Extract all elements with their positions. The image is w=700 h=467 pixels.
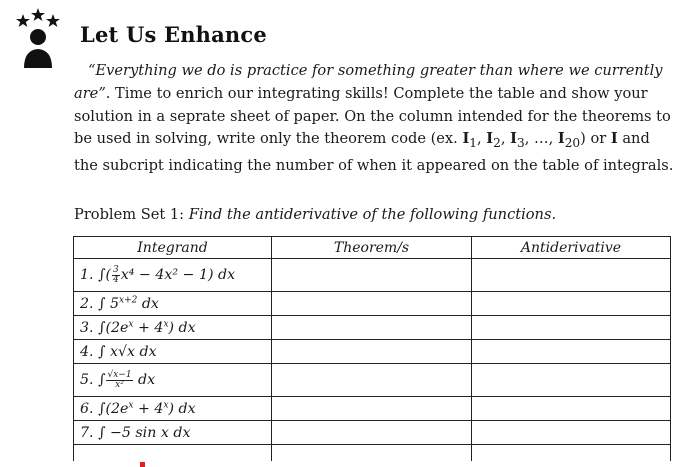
antiderivative-cell[interactable] (472, 397, 671, 421)
table-row (74, 397, 671, 421)
integrand-cell: 6. $\int(2e^x + 4^x)$ dx (74, 397, 272, 421)
theorem-cell[interactable] (272, 445, 472, 462)
table-row (74, 364, 671, 397)
integrand-cell: 7. ∫ −5 sin x dx (74, 421, 272, 445)
table-row (74, 292, 671, 316)
header-integrand: Integrand (74, 237, 272, 259)
problem-set-line (74, 206, 556, 223)
intro-body: Time to enrich our integrating skills! Complete the table and show your solution in a seprate sheet of paper. On the column intended for the theorems to be used in solving, write only the theorem code (ex. (74, 84, 671, 148)
table-row (74, 445, 671, 462)
theorem-cell[interactable] (272, 292, 472, 316)
theorem-cell[interactable] (272, 340, 472, 364)
theorem-cell[interactable] (272, 421, 472, 445)
header-theorems: Theorem/s (272, 237, 472, 259)
antiderivative-cell[interactable] (472, 316, 671, 340)
integrand-cell (74, 445, 272, 462)
antiderivative-cell[interactable] (472, 292, 671, 316)
theorem-cell[interactable] (272, 364, 472, 397)
antiderivative-cell[interactable] (472, 445, 671, 462)
integrand-cell: 2. ∫ $5^{x+2}$ dx (74, 292, 272, 316)
table-row (74, 421, 671, 445)
star-icon (31, 8, 45, 21)
table-header-row (74, 237, 671, 259)
integrand-cell: 1. ∫( $\frac{3}{4}$ x⁴ − 4x² − 1) dx (74, 259, 272, 292)
star-icon (46, 14, 60, 27)
table-row (74, 259, 671, 292)
theorem-cell[interactable] (272, 316, 472, 340)
problem-set-instruction: Find the antiderivative of the following functions. (188, 206, 557, 223)
red-mark (140, 462, 145, 467)
person-with-stars-icon (14, 8, 70, 72)
star-icon (16, 14, 30, 27)
header-antiderivative: Antiderivative (472, 237, 671, 259)
intro-quote: “Everything we do is practice for something greater than where we currently are”. (74, 62, 663, 102)
table-row (74, 316, 671, 340)
antiderivative-cell[interactable] (472, 421, 671, 445)
integrals-table (73, 236, 671, 461)
antiderivative-cell[interactable] (472, 340, 671, 364)
integrand-cell: 4. ∫ x√x dx (74, 340, 272, 364)
intro-paragraph: “Everything we do is practice for something greater than where we currently are”. Time to enrich our integrating skills! Complete the table and show your solution in a seprate sheet of paper. On the column intended for the theorems to be used in solving, write only the theorem code (ex. $I_1$, $I_2$, $I_3$, …, $I_{20}$) or I and the subcript indicating the number of when it appeared on the table of integrals. (74, 62, 674, 175)
theorem-cell[interactable] (272, 259, 472, 292)
antiderivative-cell[interactable] (472, 364, 671, 397)
theorem-cell[interactable] (272, 397, 472, 421)
integrand-cell: 5. ∫ $\frac{√x-1}{\text{x²}}$ dx (74, 364, 272, 397)
section-heading: Let Us Enhance (80, 22, 267, 47)
problem-set-label: Problem Set 1: (74, 206, 189, 223)
antiderivative-cell[interactable] (472, 259, 671, 292)
table-row (74, 340, 671, 364)
achiever-icon (14, 8, 70, 72)
integrand-cell: 3. $\int(2e^x + 4^x)$ dx (74, 316, 272, 340)
